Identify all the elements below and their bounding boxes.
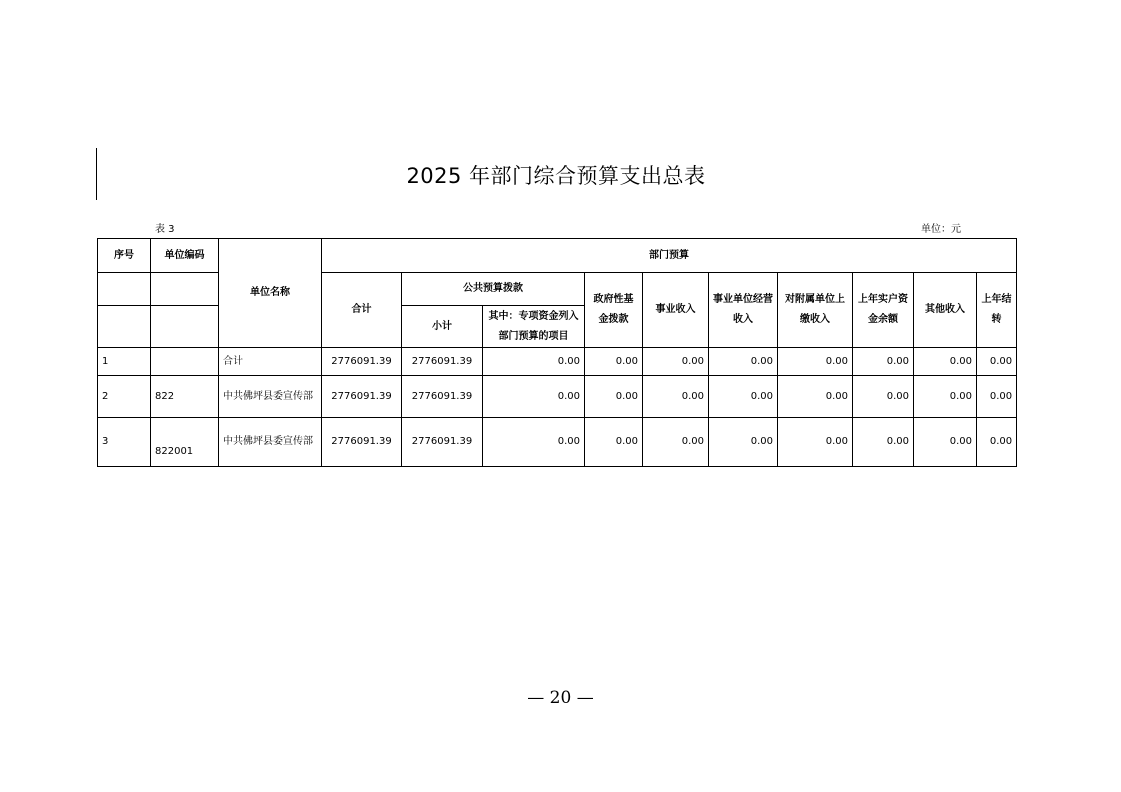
header-subordinate-income: 对附属单位上缴收入 [778, 273, 853, 348]
cell-special: 0.00 [483, 348, 585, 376]
cell-total: 2776091.39 [322, 376, 402, 418]
cell-bizop: 0.00 [709, 348, 778, 376]
header-prior-balance: 上年实户资金余额 [853, 273, 914, 348]
table-row [98, 348, 1017, 376]
cell-seq: 3 [98, 418, 151, 467]
cell-subtotal: 2776091.39 [402, 376, 483, 418]
cell-sub: 0.00 [778, 348, 853, 376]
cell-biz: 0.00 [643, 348, 709, 376]
cell-subtotal: 2776091.39 [402, 348, 483, 376]
cell-sub: 0.00 [778, 376, 853, 418]
cell-special: 0.00 [483, 418, 585, 467]
header-empty-cell [98, 306, 151, 348]
cell-bal: 0.00 [853, 348, 914, 376]
cell-bizop: 0.00 [709, 376, 778, 418]
cell-code: 822001 [151, 418, 219, 467]
header-public-budget: 公共预算拨款 [402, 273, 585, 306]
cell-code: 822 [151, 376, 219, 418]
budget-table [97, 238, 1017, 467]
header-seq: 序号 [98, 239, 151, 273]
table-number: 表 3 [155, 224, 175, 235]
cell-sub: 0.00 [778, 418, 853, 467]
cell-total: 2776091.39 [322, 348, 402, 376]
document-title: 2025 年部门综合预算支出总表 [406, 164, 706, 188]
cell-other: 0.00 [914, 348, 977, 376]
header-gov-fund: 政府性基金拨款 [585, 273, 643, 348]
cell-other: 0.00 [914, 418, 977, 467]
cell-name: 中共佛坪县委宣传部 [219, 418, 322, 467]
header-empty-cell [98, 273, 151, 306]
table-row [98, 418, 1017, 467]
cell-other: 0.00 [914, 376, 977, 418]
header-other-income: 其他收入 [914, 273, 977, 348]
header-total: 合计 [322, 273, 402, 348]
table-row [98, 376, 1017, 418]
cell-biz: 0.00 [643, 418, 709, 467]
header-row-1 [98, 239, 1017, 273]
page-number: — 20 — [527, 688, 594, 708]
cell-bal: 0.00 [853, 418, 914, 467]
cell-carry: 0.00 [977, 418, 1017, 467]
header-empty-cell [151, 306, 219, 348]
header-unit-name: 单位名称 [219, 239, 322, 348]
cell-subtotal: 2776091.39 [402, 418, 483, 467]
cell-gov: 0.00 [585, 376, 643, 418]
unit-label: 单位：元 [921, 224, 961, 235]
header-special-fund: 其中：专项资金列入部门预算的项目 [483, 306, 585, 348]
cell-name: 合计 [219, 348, 322, 376]
cell-seq: 2 [98, 376, 151, 418]
cell-bizop: 0.00 [709, 418, 778, 467]
cell-carry: 0.00 [977, 348, 1017, 376]
cell-code [151, 348, 219, 376]
cell-total: 2776091.39 [322, 418, 402, 467]
cell-name: 中共佛坪县委宣传部 [219, 376, 322, 418]
header-empty-cell [151, 273, 219, 306]
cell-biz: 0.00 [643, 376, 709, 418]
cell-seq: 1 [98, 348, 151, 376]
header-unit-code: 单位编码 [151, 239, 219, 273]
header-subtotal: 小计 [402, 306, 483, 348]
cell-carry: 0.00 [977, 376, 1017, 418]
cell-gov: 0.00 [585, 418, 643, 467]
header-business-income: 事业收入 [643, 273, 709, 348]
cell-gov: 0.00 [585, 348, 643, 376]
header-dept-budget: 部门预算 [322, 239, 1017, 273]
header-business-operating: 事业单位经营收入 [709, 273, 778, 348]
cell-special: 0.00 [483, 376, 585, 418]
cell-bal: 0.00 [853, 376, 914, 418]
header-prior-carry: 上年结转 [977, 273, 1017, 348]
